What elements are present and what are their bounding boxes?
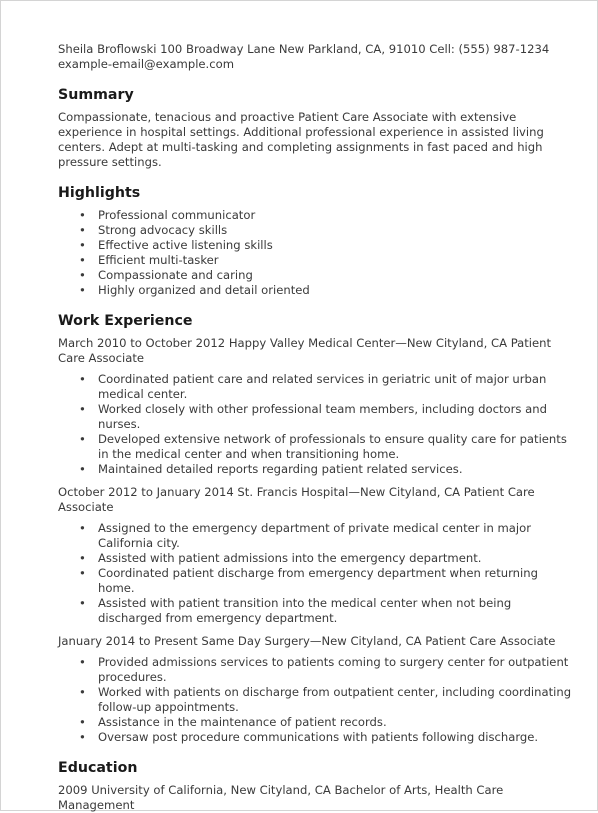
job-entry bbox=[58, 634, 578, 745]
job-duty: • Worked with patients on discharge from outpatient center, including coordinating follow-up appointments. bbox=[98, 685, 578, 715]
job-entry bbox=[58, 485, 578, 626]
highlights-heading: Highlights bbox=[58, 185, 141, 201]
resume-content bbox=[58, 42, 578, 813]
job-duty: • Assigned to the emergency department of private medical center in major California city. bbox=[98, 521, 578, 551]
job-entry bbox=[58, 336, 578, 477]
job-title: March 2010 to October 2012 Happy Valley Medical Center—New Cityland, CA Patient Care Associate bbox=[58, 336, 552, 365]
job-duty: • Assistance in the maintenance of patient records. bbox=[98, 715, 578, 730]
job-duty: • Coordinated patient care and related services in geriatric unit of major urban medical center. bbox=[98, 372, 578, 402]
work-experience-heading: Work Experience bbox=[58, 313, 193, 329]
contact-line: Sheila Broflowski 100 Broadway Lane New Parkland, CA, 91010 Cell: (555) 987-1234 example-email@example.com bbox=[58, 42, 550, 71]
highlight-item: • Effective active listening skills bbox=[98, 238, 578, 253]
highlight-item: • Compassionate and caring bbox=[98, 268, 578, 283]
job-duty: • Maintained detailed reports regarding patient related services. bbox=[98, 462, 578, 477]
highlight-item: • Efficient multi-tasker bbox=[98, 253, 578, 268]
job-duties-list bbox=[58, 521, 578, 626]
summary-text: Compassionate, tenacious and proactive Patient Care Associate with extensive experience in hospital settings. Additional professional experience in assisted living centers. Adept at multi-tasking and completing assignments in fast paced and high pressure settings. bbox=[58, 110, 544, 169]
job-duty: • Assisted with patient transition into the medical center when not being discharged from emergency department. bbox=[98, 596, 578, 626]
education-heading: Education bbox=[58, 760, 138, 776]
job-duties-list bbox=[58, 655, 578, 745]
job-duty: • Coordinated patient discharge from emergency department when returning home. bbox=[98, 566, 578, 596]
job-duty: • Assisted with patient admissions into the emergency department. bbox=[98, 551, 578, 566]
education-text: 2009 University of California, New Cityland, CA Bachelor of Arts, Health Care Management bbox=[58, 783, 504, 812]
job-duty: • Oversaw post procedure communications with patients following discharge. bbox=[98, 730, 578, 745]
job-title: January 2014 to Present Same Day Surgery—New Cityland, CA Patient Care Associate bbox=[58, 634, 556, 648]
job-duty: • Worked closely with other professional team members, including doctors and nurses. bbox=[98, 402, 578, 432]
highlight-item: • Highly organized and detail oriented bbox=[98, 283, 578, 298]
job-title: October 2012 to January 2014 St. Francis Hospital—New Cityland, CA Patient Care Associate bbox=[58, 485, 535, 514]
highlights-list bbox=[58, 208, 578, 298]
job-duty: • Provided admissions services to patients coming to surgery center for outpatient procedures. bbox=[98, 655, 578, 685]
job-duty: • Developed extensive network of professionals to ensure quality care for patients in the medical center and when transitioning home. bbox=[98, 432, 578, 462]
highlight-item: • Strong advocacy skills bbox=[98, 223, 578, 238]
highlight-item: • Professional communicator bbox=[98, 208, 578, 223]
job-duties-list bbox=[58, 372, 578, 477]
summary-heading: Summary bbox=[58, 87, 134, 103]
